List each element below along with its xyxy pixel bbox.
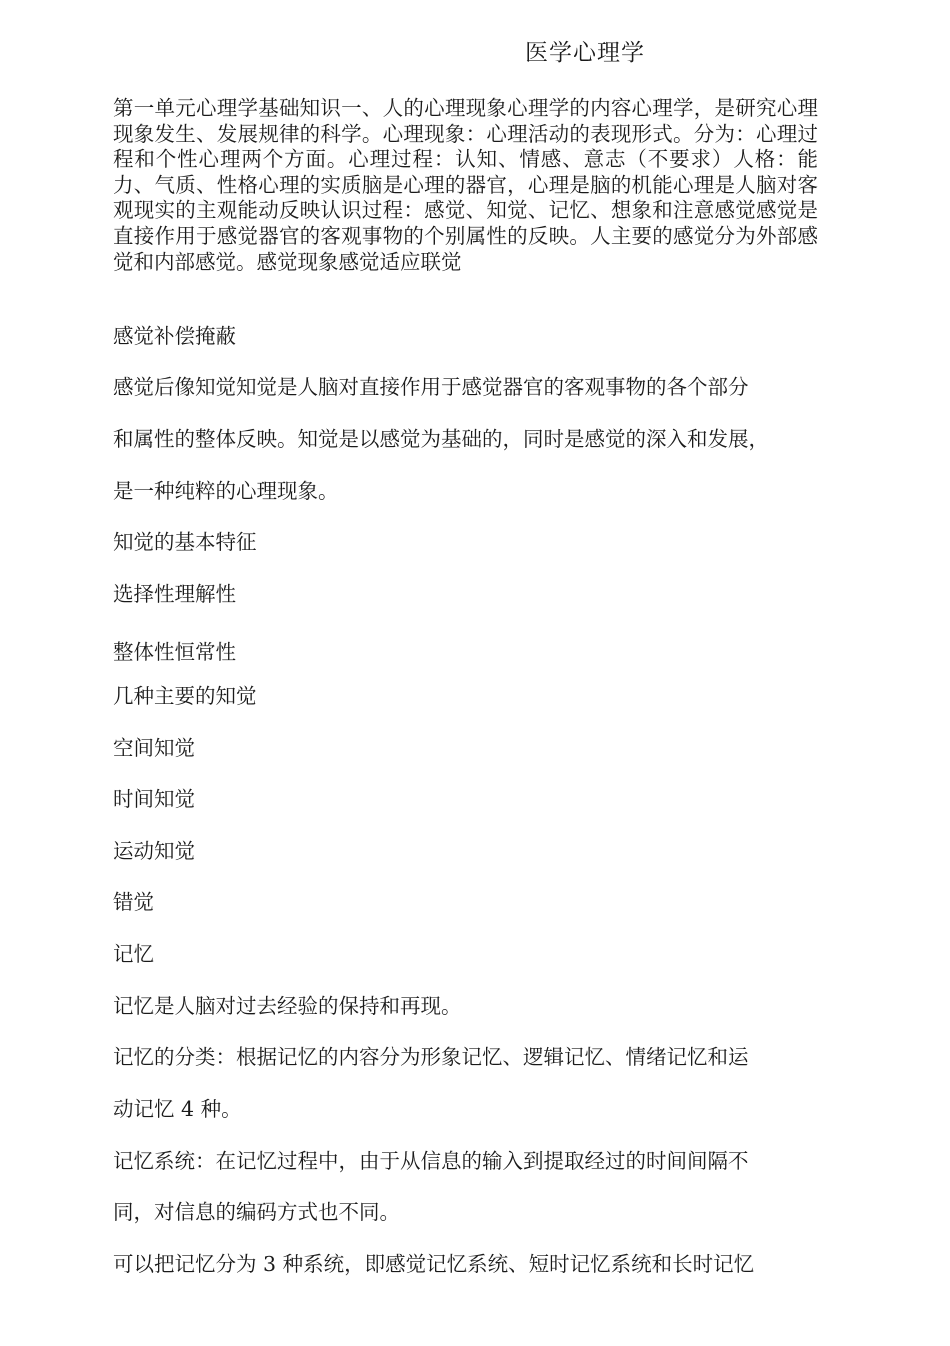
intro-paragraph: 第一单元心理学基础知识一、人的心理现象心理学的内容心理学，是研究心理现象发生、发展规律的科学。心理现象：心理活动的表现形式。分为：心理过程和个性心理两个方面。心理过程：认知、情感、意志（不要求）人格：能力、气质、性格心理的实质脑是心理的器官，心理是脑的机能心理是人脑对客观现实的主观能动反映认识过程：感觉、知觉、记忆、想象和注意感觉感觉是直接作用于感觉器官的客观事物的个别属性的反映。人主要的感觉分为外部感觉和内部感觉。感觉现象感觉适应联觉: [113, 96, 818, 274]
text-line: 和属性的整体反映。知觉是以感觉为基础的，同时是感觉的深入和发展，: [113, 427, 769, 451]
text-line: 选择性理解性: [113, 582, 236, 606]
text-line: 感觉补偿掩蔽: [113, 324, 236, 348]
document-title: 医学心理学: [525, 40, 645, 66]
text-line: 运动知觉: [113, 839, 195, 863]
text-line: 记忆: [113, 942, 154, 966]
text-line: 几种主要的知觉: [113, 684, 257, 708]
text-line: 同，对信息的编码方式也不同。: [113, 1200, 400, 1224]
text-line: 错觉: [113, 890, 154, 914]
text-line: 记忆是人脑对过去经验的保持和再现。: [113, 994, 462, 1018]
text-line: 是一种纯粹的心理现象。: [113, 479, 339, 503]
text-line: 记忆系统：在记忆过程中，由于从信息的输入到提取经过的时间间隔不: [113, 1149, 749, 1173]
text-line: 空间知觉: [113, 736, 195, 760]
text-line: 知觉的基本特征: [113, 530, 257, 554]
text-line: 感觉后像知觉知觉是人脑对直接作用于感觉器官的客观事物的各个部分: [113, 375, 749, 399]
text-line: 记忆的分类：根据记忆的内容分为形象记忆、逻辑记忆、情绪记忆和运: [113, 1045, 749, 1069]
text-line: 整体性恒常性: [113, 640, 236, 664]
text-line: 可以把记忆分为 3 种系统，即感觉记忆系统、短时记忆系统和长时记忆: [113, 1252, 755, 1276]
text-line: 动记忆 4 种。: [113, 1097, 242, 1121]
text-line: 时间知觉: [113, 787, 195, 811]
